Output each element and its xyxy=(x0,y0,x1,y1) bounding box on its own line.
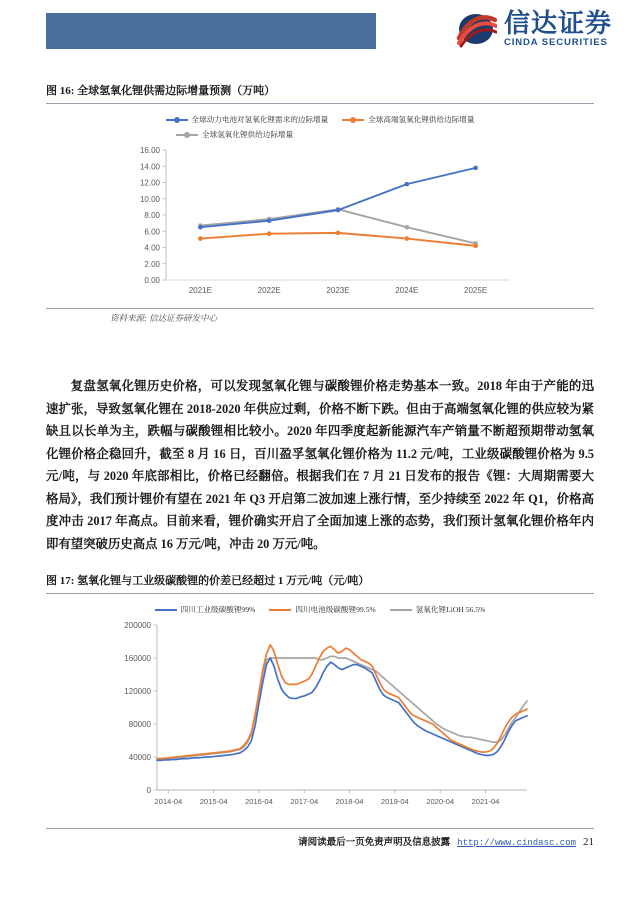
svg-text:0: 0 xyxy=(146,786,151,796)
svg-text:12.00: 12.00 xyxy=(139,178,160,188)
svg-text:2019-04: 2019-04 xyxy=(380,797,409,806)
svg-text:40000: 40000 xyxy=(128,753,151,763)
svg-text:2016-04: 2016-04 xyxy=(245,797,273,806)
legend-swatch-blue xyxy=(155,609,177,611)
figure-16-legend xyxy=(46,112,594,144)
figure-16-plot xyxy=(120,144,520,304)
svg-text:2021-04: 2021-04 xyxy=(471,797,500,806)
body-paragraph: 复盘氢氧化锂历史价格，可以发现氢氧化锂与碳酸锂价格走势基本一致。2018 年由于产能的迅速扩张，导致氢氧化锂在 2018-2020 年供应过剩，价格不断下跌。但由于高端氢氧化锂的供应较为紧缺且以长单为主，跌幅与碳酸锂相比较小。2020 年四季度起新能源汽车产销量不断超预期带动氢氧化锂价格企稳回升，截至 8 月 16 日，百川盈孚氢氧化锂价格为 11.2 元/吨，工业级碳酸锂价格为 9.5 元/吨，与 2020 年底部相比，价格已经翻倍。根据我们在 7 月 21 日发布的报告《锂：大周期需要大格局》，我们预计锂价有望在 2021 年 Q3 开启第二波加速上涨行情，至少持续至 2022 年 Q1，价格高度冲击 2017 年高点。目前来看，锂价确实开启了全面加速上涨的态势，我们预计氢氧化锂价格年内即有望突破历史高点 16 万元/吨，冲击 20 万元/吨。 xyxy=(46,379,594,552)
legend-label-hydroxide: 氢氧化锂LiOH 56.5% xyxy=(415,605,486,614)
legend-swatch-gray xyxy=(390,609,412,611)
svg-text:4.00: 4.00 xyxy=(144,243,160,253)
legend-item-demand xyxy=(166,114,329,125)
svg-text:2025E: 2025E xyxy=(464,286,488,295)
legend-swatch-orange xyxy=(269,609,291,611)
figure-17-plot xyxy=(105,619,535,814)
svg-text:160000: 160000 xyxy=(124,654,151,664)
page-header xyxy=(0,0,640,62)
svg-text:2022E: 2022E xyxy=(257,286,281,295)
legend-item-highend-supply xyxy=(342,114,474,125)
footer-website-link[interactable]: http://www.cindasc.com xyxy=(457,838,576,848)
legend-swatch-orange xyxy=(342,119,364,121)
figure-17 xyxy=(46,572,594,818)
logo-chinese-name: 信达证券 xyxy=(503,8,612,39)
svg-text:2015-04: 2015-04 xyxy=(199,797,228,806)
svg-text:16.00: 16.00 xyxy=(139,146,160,156)
svg-text:6.00: 6.00 xyxy=(144,227,160,237)
svg-text:2014-04: 2014-04 xyxy=(154,797,183,806)
figure-16-title: 图 16: 全球氢氧化锂供需边际增量预测（万吨） xyxy=(46,85,276,97)
svg-text:2018-04: 2018-04 xyxy=(335,797,364,806)
footer-disclaimer: 请阅读最后一页免责声明及信息披露 xyxy=(298,838,451,848)
svg-text:80000: 80000 xyxy=(128,720,151,730)
svg-text:2020-04: 2020-04 xyxy=(426,797,455,806)
legend-item-industrial-carbonate xyxy=(155,604,256,615)
header-accent-bar xyxy=(46,13,376,49)
legend-label-demand: 全球动力电池对氢氧化锂需求的边际增量 xyxy=(191,115,329,124)
footer-page-number: 21 xyxy=(583,836,594,848)
legend-label-highend-supply: 全球高端氢氧化锂供给边际增量 xyxy=(368,115,475,124)
figure-16-source: 资料来源: 信达证券研发中心 xyxy=(110,313,217,323)
legend-item-total-supply xyxy=(80,129,560,140)
company-logo xyxy=(455,8,612,50)
legend-item-hydroxide xyxy=(390,604,486,615)
svg-text:0.00: 0.00 xyxy=(144,276,160,286)
svg-text:8.00: 8.00 xyxy=(144,211,160,221)
cinda-logo-icon xyxy=(455,8,497,50)
svg-text:2017-04: 2017-04 xyxy=(290,797,319,806)
svg-text:14.00: 14.00 xyxy=(139,162,160,172)
logo-english-name: CINDA SECURITIES xyxy=(503,37,608,49)
page-footer xyxy=(46,834,594,848)
figure-16 xyxy=(46,82,594,324)
legend-swatch-gray xyxy=(176,134,198,136)
svg-text:2024E: 2024E xyxy=(395,286,419,295)
footer-rule xyxy=(46,828,594,829)
figure-17-chart xyxy=(46,594,594,818)
legend-label-total-supply: 全球氢氧化锂供给边际增量 xyxy=(202,130,294,139)
svg-text:200000: 200000 xyxy=(124,621,151,631)
legend-label-battery-carbonate: 四川电池级碳酸锂99.5% xyxy=(295,605,376,614)
figure-16-chart xyxy=(46,104,594,308)
legend-swatch-blue xyxy=(166,119,188,121)
svg-text:120000: 120000 xyxy=(124,687,151,697)
svg-text:2021E: 2021E xyxy=(188,286,212,295)
svg-text:2023E: 2023E xyxy=(326,286,350,295)
legend-item-battery-carbonate xyxy=(269,604,375,615)
figure-17-legend xyxy=(46,602,594,619)
legend-label-industrial-carbonate: 四川工业级碳酸锂99% xyxy=(180,605,256,614)
figure-17-title: 图 17: 氢氧化锂与工业级碳酸锂的价差已经超过 1 万元/吨（元/吨） xyxy=(46,575,370,587)
svg-text:2.00: 2.00 xyxy=(144,259,160,269)
svg-text:10.00: 10.00 xyxy=(139,194,160,204)
